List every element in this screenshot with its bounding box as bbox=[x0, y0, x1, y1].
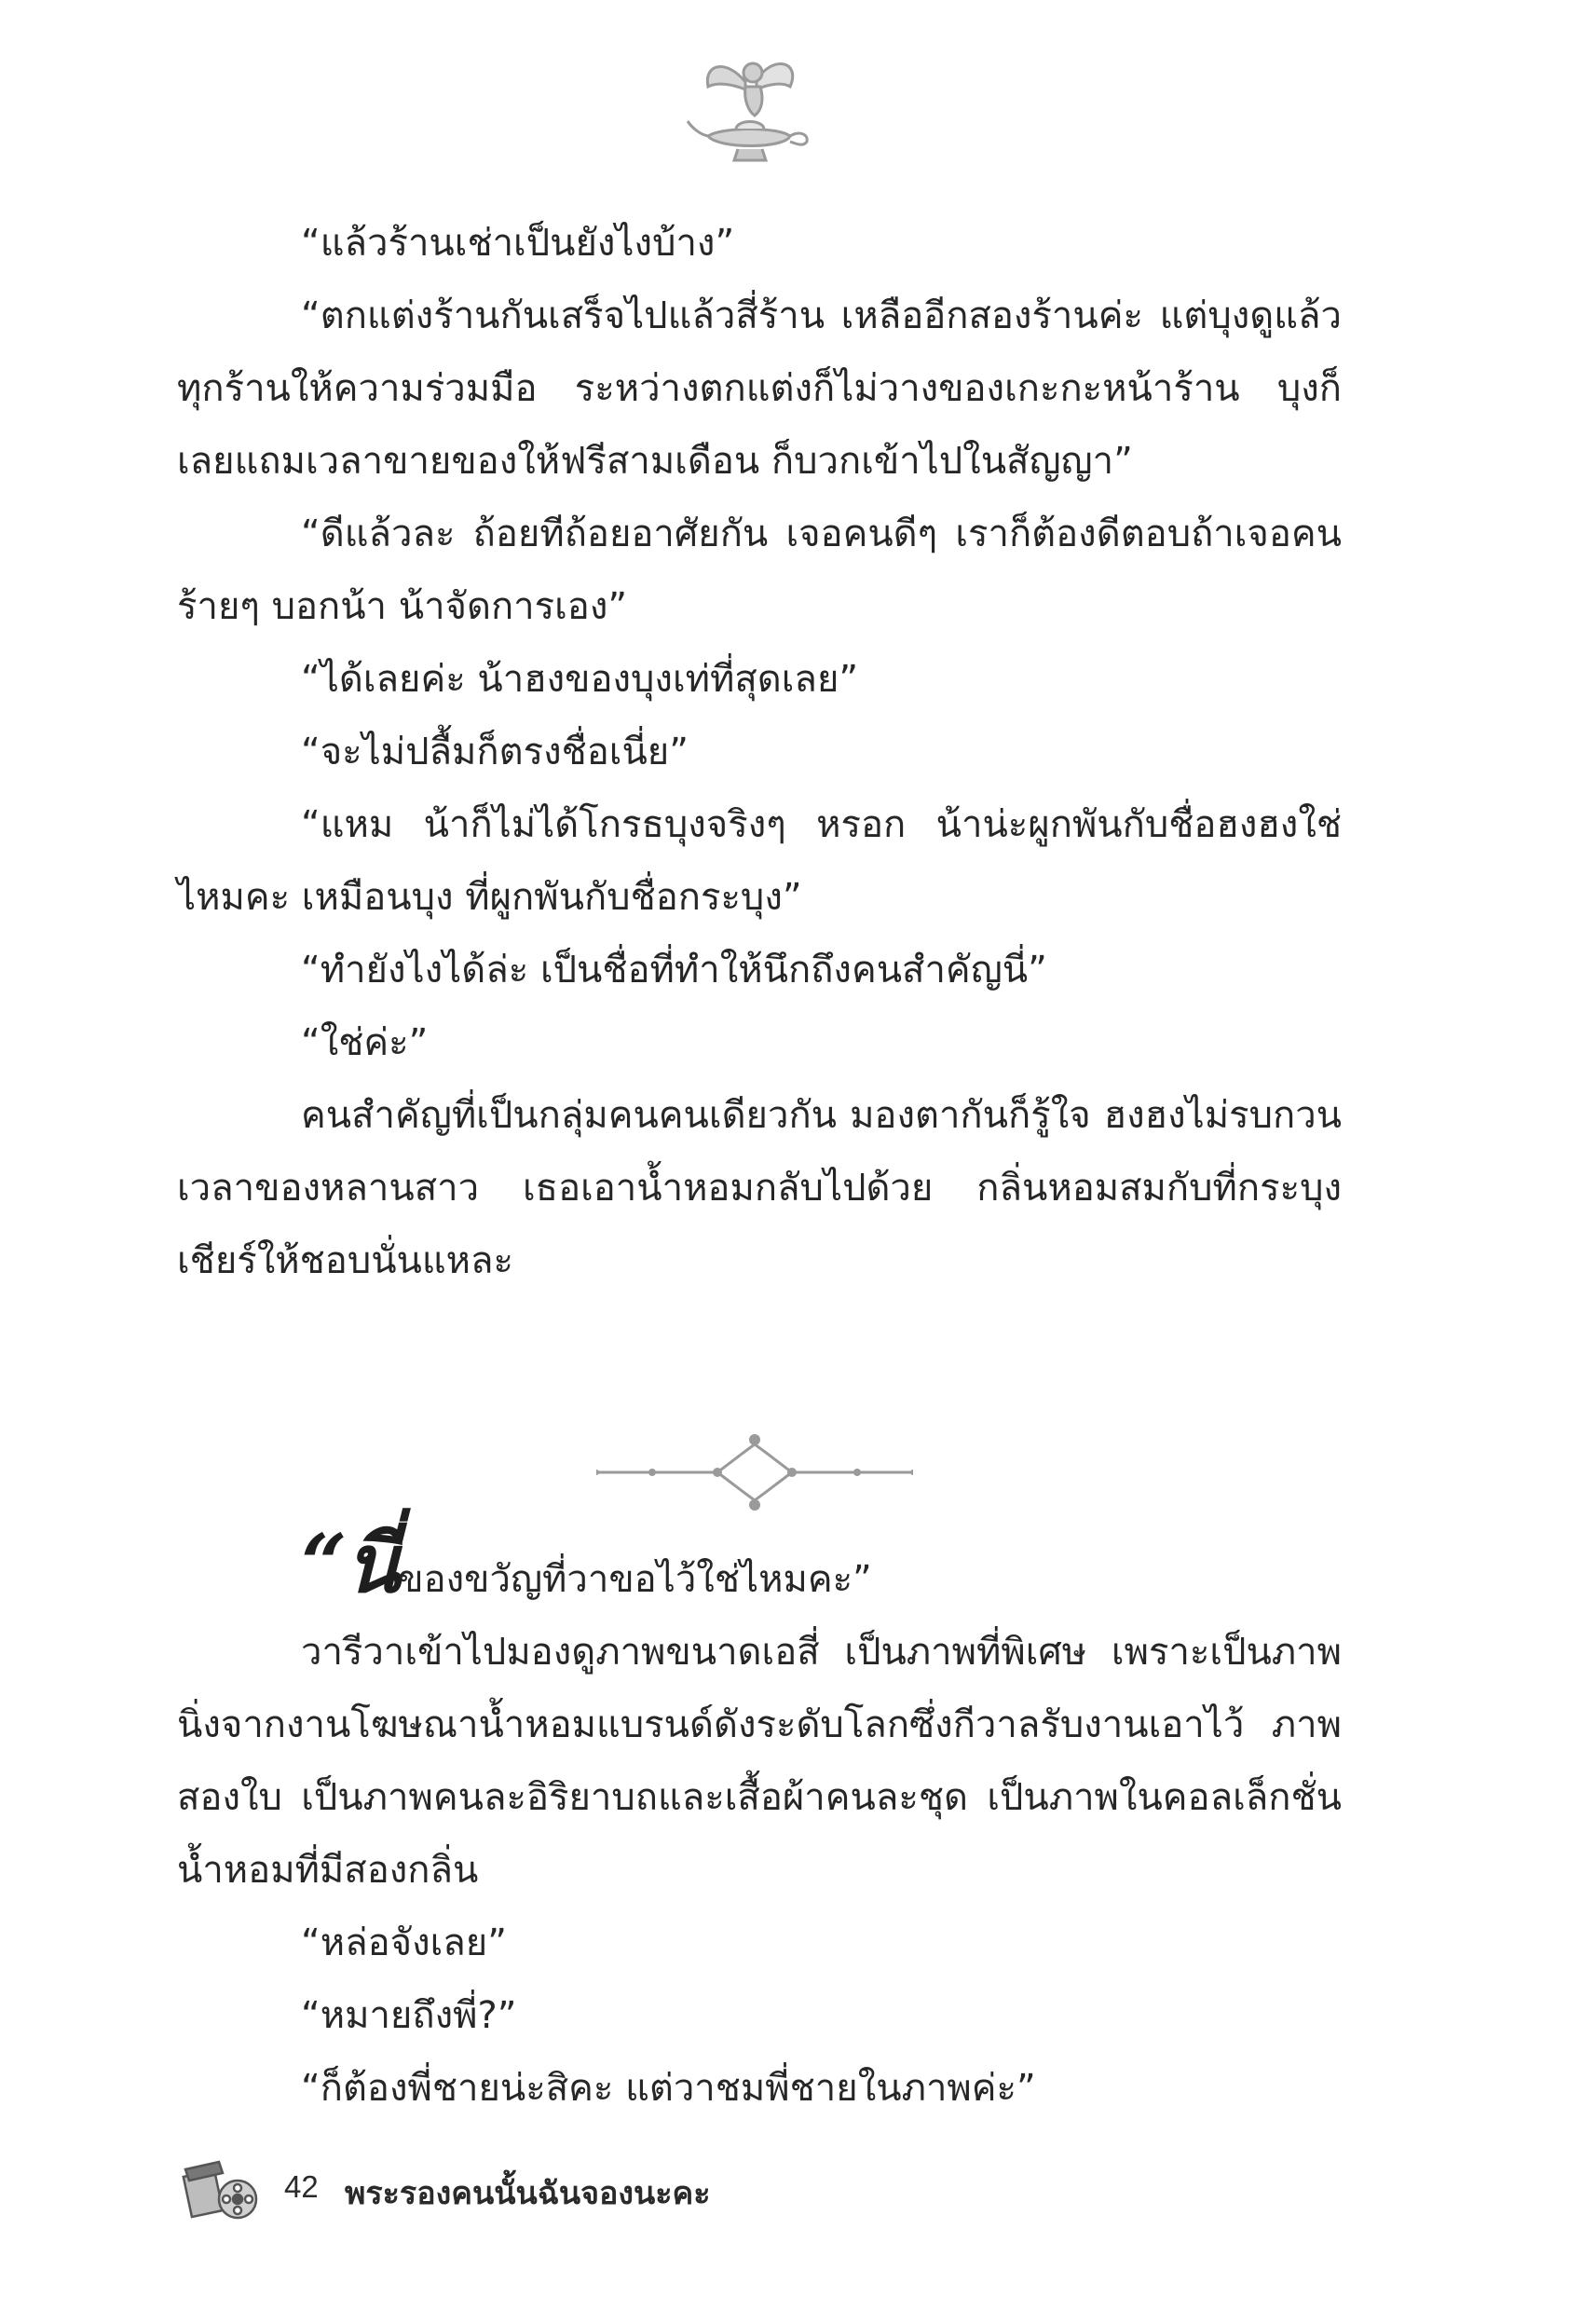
opening-line bbox=[177, 1517, 1342, 1616]
paragraph: “หมายถึงพี่?” bbox=[301, 1994, 517, 2037]
paragraph: วารีวาเข้าไปมองดูภาพขนาดเอสี่ เป็นภาพที่พิเศษ เพราะเป็นภาพนิ่งจากงานโฆษณาน้ำหอมแบรนด์ดังระดับโลกซึ่งกีวาลรับงานเอาไว้ ภาพสองใบ เป็นภาพคนละอิริยาบถและเสื้อผ้าคนละชุด เป็นภาพในคอลเล็กชั่นน้ำหอมที่มีสองกลิ่น bbox=[177, 1631, 1342, 1892]
paragraph: “ตกแต่งร้านกันเสร็จไปแล้วสี่ร้าน เหลืออีกสองร้านค่ะ แต่บุงดูแล้ว ทุกร้านให้ความร่วมมือ ระหว่างตกแต่งก็ไม่วางของเกะกะหน้าร้าน บุงก็เลยแถมเวลาขายของให้ฟรีสามเดือน ก็บวกเข้าไปในสัญญา” bbox=[177, 294, 1342, 483]
paragraph: “หล่อจังเลย” bbox=[301, 1921, 507, 1964]
text-section-2 bbox=[177, 1517, 1342, 2125]
paragraph: “แล้วร้านเช่าเป็นยังไงบ้าง” bbox=[301, 222, 735, 265]
paragraph: คนสำคัญที่เป็นกลุ่มคนคนเดียวกัน มองตากันก็รู้ใจ ฮงฮงไม่รบกวนเวลาของหลานสาว เธอเอาน้ำหอมกลับไปด้วย กลิ่นหอมสมกับที่กระบุงเชียร์ให้ชอบนั่นแหละ bbox=[177, 1094, 1342, 1282]
film-reel-clapper-icon bbox=[182, 2145, 266, 2229]
paragraph: “ทำยังไงได้ล่ะ เป็นชื่อที่ทำให้นึกถึงคนสำคัญนี่” bbox=[301, 949, 1047, 991]
paragraph: “ดีแล้วละ ถ้อยทีถ้อยอาศัยกัน เจอคนดีๆ เราก็ต้องดีตอบถ้าเจอคนร้ายๆ บอกน้า น้าจัดการเอง” bbox=[177, 513, 1342, 628]
paragraph: “แหม น้าก็ไม่ได้โกรธบุงจริงๆ หรอก น้าน่ะผูกพันกับชื่อฮงฮงใช่ไหมคะ เหมือนบุง ที่ผูกพันกับชื่อกระบุง” bbox=[177, 803, 1342, 919]
paragraph: “ได้เลยค่ะ น้าฮงของบุงเท่ที่สุดเลย” bbox=[301, 658, 859, 701]
paragraph: “ใช่ค่ะ” bbox=[301, 1021, 429, 1064]
paragraph: “ก็ต้องพี่ชายน่ะสิคะ แต่วาชมพี่ชายในภาพค่ะ” bbox=[301, 2067, 1036, 2110]
text-section-1 bbox=[177, 207, 1342, 1297]
cupid-lamp-ornament-icon bbox=[680, 45, 820, 185]
page-footer bbox=[182, 2145, 1300, 2220]
scroll-divider-ornament bbox=[596, 1430, 913, 1514]
paragraph: “จะไม่ปลื้มก็ตรงชื่อเนี่ย” bbox=[301, 731, 689, 773]
page-number: 42 bbox=[284, 2169, 319, 2204]
drop-cap: “นี่ bbox=[301, 1517, 399, 1611]
opening-line-text: ของขวัญที่วาขอไว้ใช่ไหมคะ” bbox=[398, 1558, 872, 1601]
book-title: พระรองคนนั้นฉันจองนะคะ bbox=[345, 2175, 711, 2212]
